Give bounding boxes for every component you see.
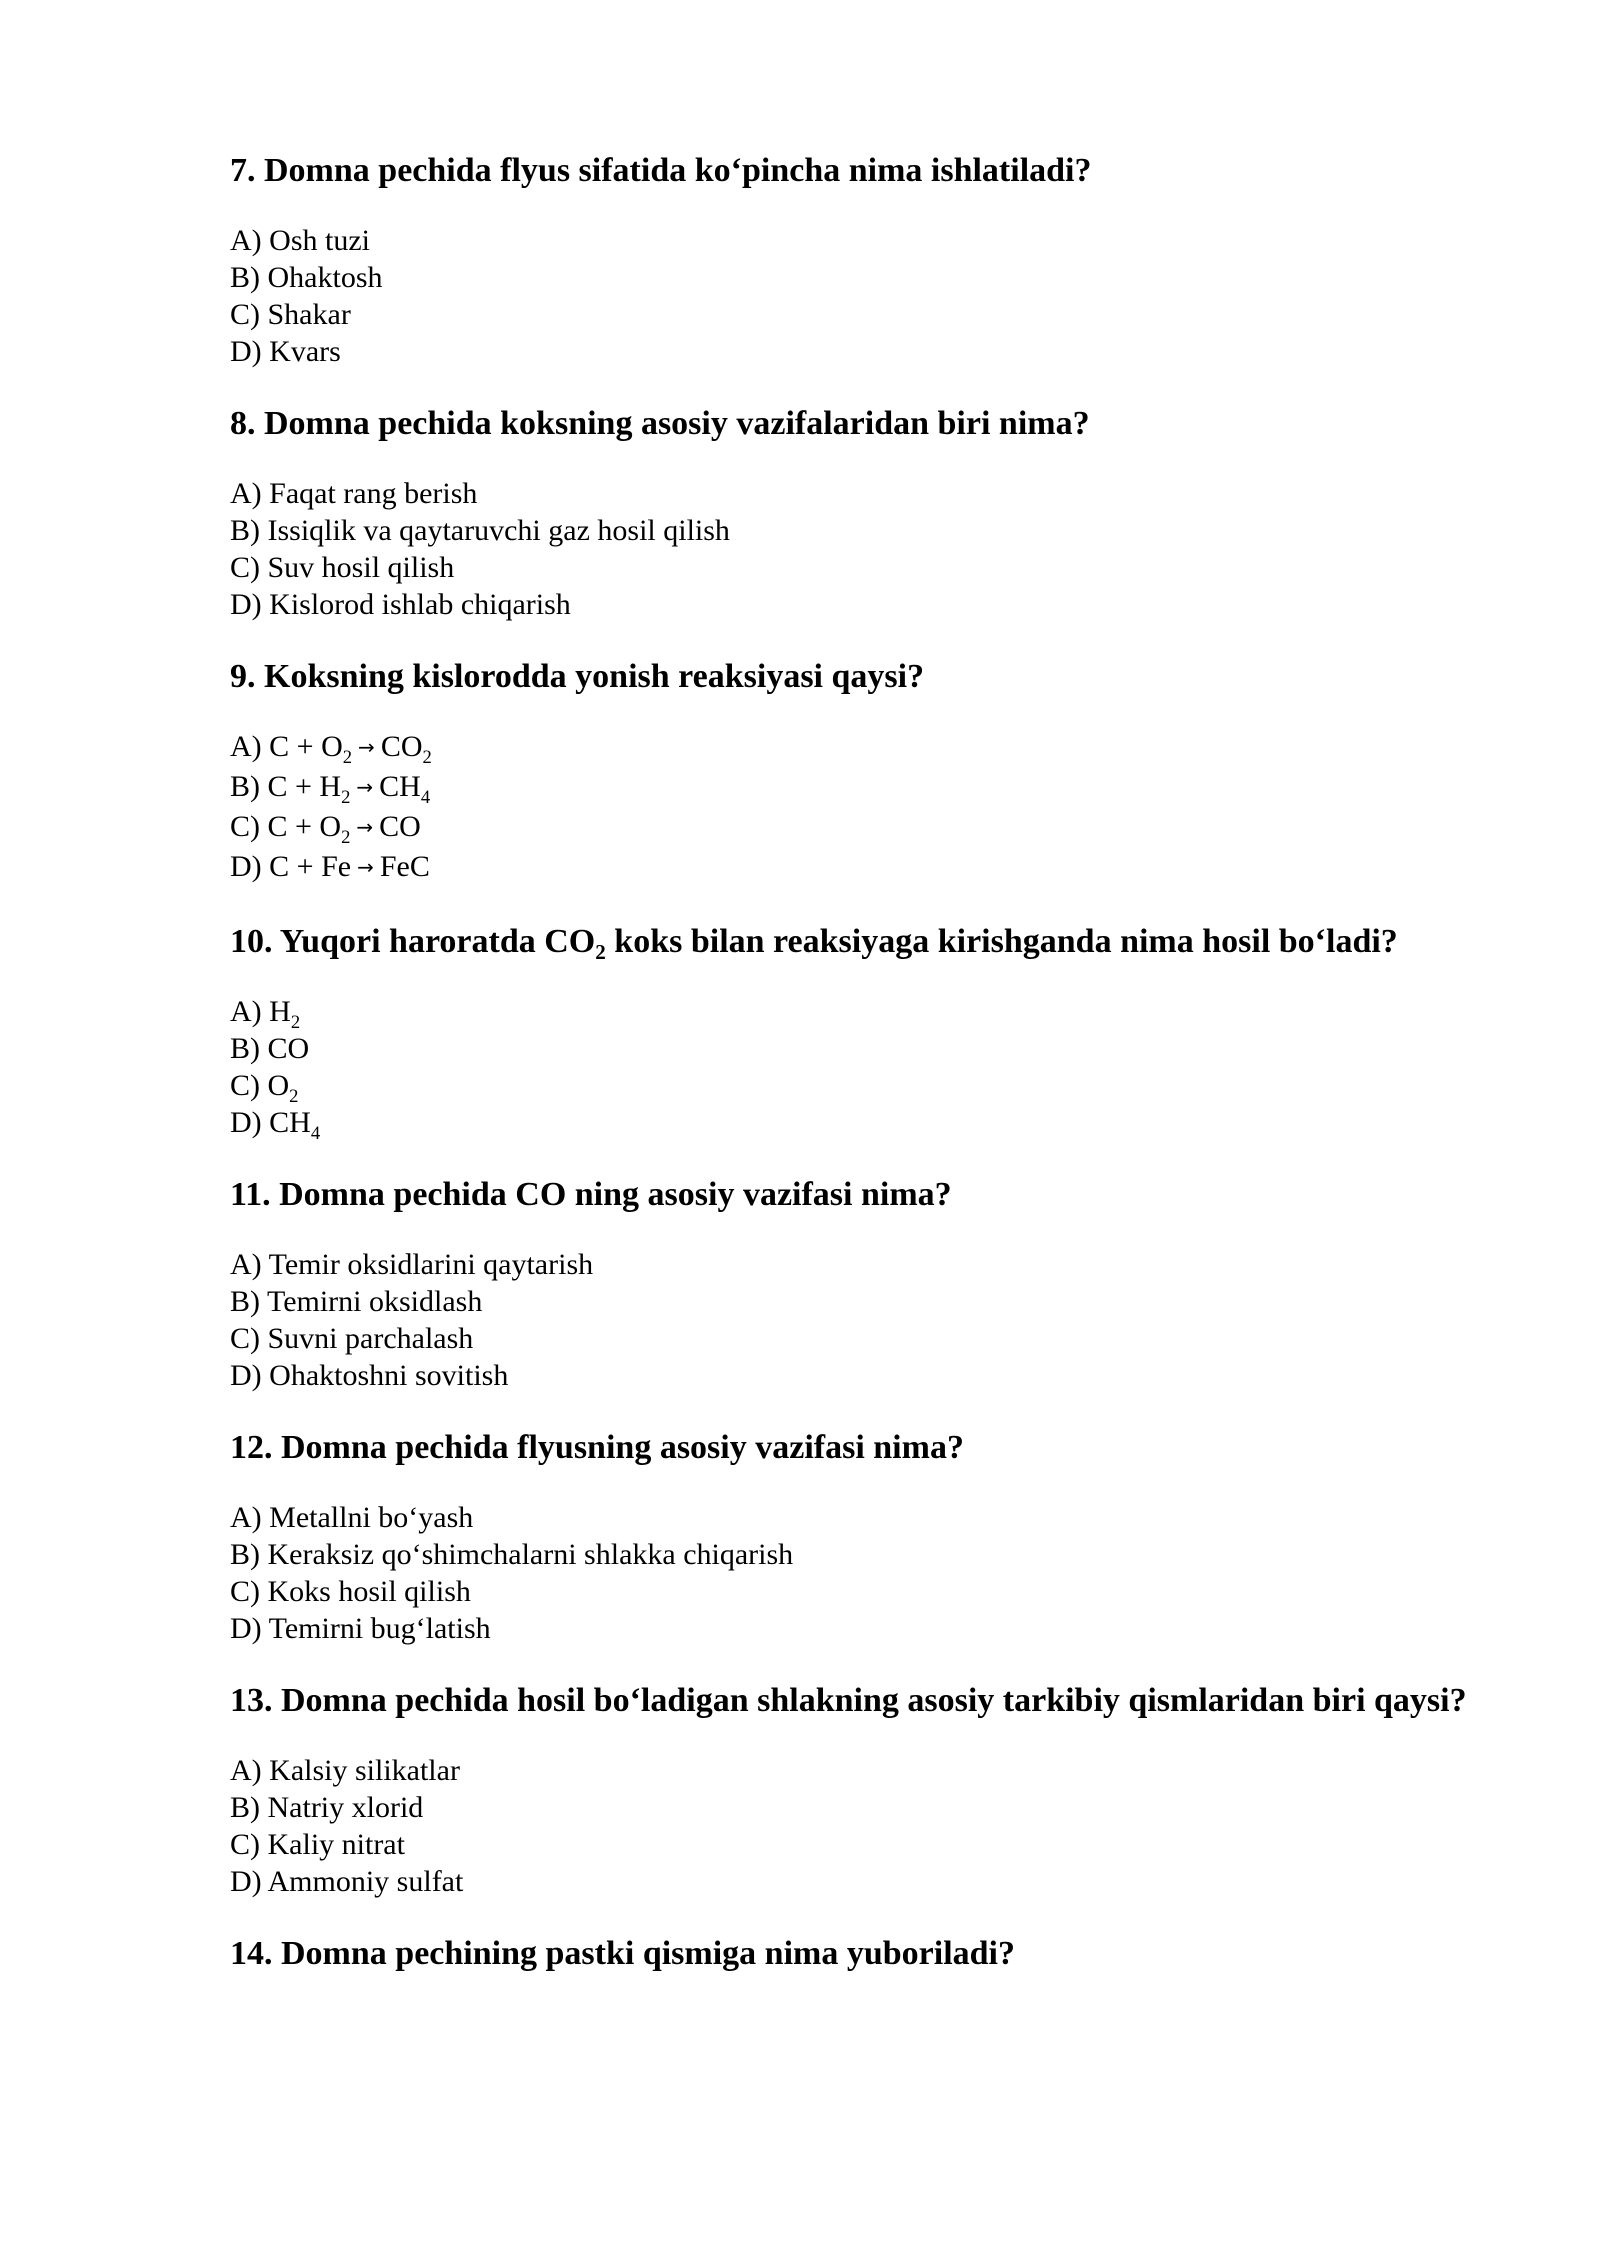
text-run: FeC [379, 850, 430, 883]
reaction-arrow: → [356, 775, 374, 799]
text-run: Ohaktoshni sovitish [269, 1359, 509, 1392]
subscript: 2 [595, 940, 606, 965]
text-run: Faqat rang berish [269, 477, 478, 510]
text-run: CH [269, 1106, 311, 1139]
option-letter: B) [230, 514, 260, 547]
reaction-arrow: → [356, 815, 374, 839]
question-block [230, 150, 1500, 370]
answer-option [230, 296, 1500, 333]
subscript: 4 [310, 1122, 321, 1144]
option-text [268, 1575, 471, 1608]
option-letter: A) [230, 477, 262, 510]
answer-option [230, 512, 1500, 549]
option-letter: B) [230, 1285, 260, 1318]
question-block [230, 1174, 1500, 1394]
option-letter: D) [230, 335, 262, 368]
option-letter: A) [230, 224, 262, 257]
text-run: Ohaktosh [267, 261, 383, 294]
question-text: Domna pechida flyusning asosiy vazifasi nima? [281, 1429, 964, 1466]
question-number: 9. [230, 658, 256, 695]
question-list [230, 150, 1500, 2008]
option-text [268, 1865, 464, 1898]
option-letter: D) [230, 850, 262, 883]
answer-option [230, 1320, 1500, 1357]
question-title [230, 403, 1500, 445]
option-text [269, 1106, 321, 1144]
subscript: 4 [420, 786, 431, 808]
answer-option [230, 1067, 1500, 1107]
subscript: 2 [290, 1011, 301, 1033]
text-run: Temir oksidlarini qaytarish [268, 1248, 594, 1281]
text-run: Keraksiz qo‘shimchalarni shlakka chiqarish [267, 1538, 794, 1571]
option-letter: B) [230, 1032, 260, 1065]
question-number: 11. [230, 1176, 271, 1213]
option-text [268, 1791, 424, 1824]
answer-option [230, 1246, 1500, 1283]
option-letter: C) [230, 1575, 260, 1608]
answer-option [230, 259, 1500, 296]
option-text [269, 588, 571, 621]
answer-option [230, 333, 1500, 370]
answer-option [230, 1863, 1500, 1900]
option-text [267, 770, 431, 808]
answer-options [230, 1246, 1500, 1394]
text-run: Kvars [269, 335, 341, 368]
answer-option [230, 808, 1500, 848]
text-run: Temirni oksidlash [266, 1285, 483, 1318]
option-text [269, 850, 430, 883]
question-title [230, 150, 1500, 192]
text-run: koks bilan reaksiyaga kirishganda nima hosil bo‘ladi? [605, 923, 1398, 960]
text-run: CO [379, 810, 421, 843]
question-text [279, 923, 1398, 965]
reaction-arrow: → [357, 855, 374, 879]
reaction-arrow: → [358, 735, 375, 759]
question-number: 8. [230, 405, 256, 442]
option-letter: A) [230, 730, 262, 763]
answer-option [230, 768, 1500, 808]
question-text: Domna pechida koksning asosiy vazifalaridan biri nima? [264, 405, 1090, 442]
option-letter: D) [230, 588, 262, 621]
option-letter: C) [230, 810, 260, 843]
question-title [230, 1427, 1500, 1469]
text-run: Metallni bo‘yash [269, 1501, 474, 1534]
option-letter: B) [230, 1538, 260, 1571]
option-letter: A) [230, 1754, 262, 1787]
option-text [269, 1248, 594, 1281]
option-letter: C) [230, 298, 260, 331]
answer-options [230, 993, 1500, 1144]
question-block [230, 403, 1500, 623]
answer-option [230, 1789, 1500, 1826]
text-run: Kalsiy silikatlar [269, 1754, 460, 1787]
text-run: Kaliy nitrat [267, 1828, 405, 1861]
question-text: Koksning kislorodda yonish reaksiyasi qaysi? [264, 658, 925, 695]
option-text [267, 810, 421, 848]
question-number: 7. [230, 152, 256, 189]
text-run: CO [380, 730, 423, 763]
text-run: Kislorod ishlab chiqarish [269, 588, 571, 621]
text-run: C + O [269, 730, 343, 763]
answer-options [230, 728, 1500, 888]
option-letter: D) [230, 1865, 262, 1898]
option-letter: C) [230, 1322, 260, 1355]
question-block [230, 1933, 1500, 1975]
option-letter: B) [230, 1791, 260, 1824]
question-title [230, 921, 1500, 963]
answer-option [230, 1499, 1500, 1536]
option-letter: B) [230, 261, 260, 294]
option-text [268, 551, 455, 584]
text-run: Suvni parchalash [267, 1322, 474, 1355]
answer-option [230, 1536, 1500, 1573]
question-block [230, 656, 1500, 888]
question-number: 14. [230, 1935, 273, 1972]
text-run: Suv hosil qilish [267, 551, 455, 584]
option-letter: A) [230, 1248, 262, 1281]
option-text [269, 1359, 508, 1392]
text-run: C + O [267, 810, 342, 843]
answer-option [230, 1104, 1500, 1144]
question-number: 13. [230, 1682, 273, 1719]
option-text [269, 995, 301, 1033]
answer-option [230, 475, 1500, 512]
text-run: Issiqlik va qaytaruvchi gaz hosil qilish [267, 514, 730, 547]
answer-option [230, 848, 1500, 888]
option-letter: D) [230, 1612, 262, 1645]
subscript: 2 [341, 786, 351, 808]
answer-option [230, 1573, 1500, 1610]
answer-option [230, 1752, 1500, 1789]
subscript: 2 [341, 826, 351, 848]
option-letter: A) [230, 995, 262, 1028]
option-letter: B) [230, 770, 260, 803]
question-text: Domna pechida CO ning asosiy vazifasi nima? [279, 1176, 952, 1213]
text-run: Temirni bug‘latish [268, 1612, 491, 1645]
question-text: Domna pechida hosil bo‘ladigan shlakning asosiy tarkibiy qismlaridan biri qaysi? [281, 1682, 1467, 1719]
question-block [230, 921, 1500, 1144]
question-title [230, 656, 1500, 698]
option-text [267, 1069, 299, 1107]
answer-option [230, 728, 1500, 768]
text-run: H [269, 995, 291, 1028]
text-run: Shakar [267, 298, 351, 331]
text-run: C + Fe [269, 850, 352, 883]
answer-options [230, 222, 1500, 370]
subscript: 2 [422, 746, 432, 768]
text-run: CH [379, 770, 421, 803]
answer-option [230, 222, 1500, 259]
option-text [268, 1322, 474, 1355]
option-text [269, 477, 477, 510]
option-text [269, 1612, 491, 1645]
answer-option [230, 549, 1500, 586]
option-text [268, 261, 383, 294]
question-text: Domna pechining pastki qismiga nima yuboriladi? [281, 1935, 1016, 1972]
option-letter: C) [230, 1828, 260, 1861]
option-text [269, 1501, 473, 1534]
subscript: 2 [342, 746, 353, 768]
option-text [269, 224, 370, 257]
question-block [230, 1680, 1500, 1900]
question-text: Domna pechida flyus sifatida ko‘pincha nima ishlatiladi? [264, 152, 1092, 189]
answer-options [230, 475, 1500, 623]
option-letter: C) [230, 1069, 260, 1102]
answer-options [230, 1499, 1500, 1647]
text-run: Yuqori haroratda CO [279, 923, 596, 960]
option-text [268, 514, 730, 547]
question-title [230, 1174, 1500, 1216]
question-block [230, 1427, 1500, 1647]
option-text [268, 1538, 794, 1571]
answer-option [230, 1030, 1500, 1067]
option-letter: D) [230, 1106, 262, 1139]
option-letter: A) [230, 1501, 262, 1534]
option-text [268, 1032, 310, 1065]
option-text [267, 1285, 482, 1318]
answer-option [230, 1357, 1500, 1394]
option-text [269, 1754, 460, 1787]
option-text [269, 335, 341, 368]
answer-option [230, 1283, 1500, 1320]
text-run: O [267, 1069, 290, 1102]
question-title [230, 1680, 1500, 1722]
text-run: Osh tuzi [269, 224, 370, 257]
question-number: 10. [230, 923, 273, 960]
answer-option [230, 1826, 1500, 1863]
answer-options [230, 1752, 1500, 1900]
text-run: Koks hosil qilish [267, 1575, 471, 1608]
text-run: Natriy xlorid [267, 1791, 424, 1824]
answer-option [230, 993, 1500, 1033]
option-letter: C) [230, 551, 260, 584]
text-run: C + H [267, 770, 342, 803]
question-number: 12. [230, 1429, 273, 1466]
option-letter: D) [230, 1359, 262, 1392]
answer-option [230, 586, 1500, 623]
option-text [268, 298, 351, 331]
question-title [230, 1933, 1500, 1975]
text-run: Ammoniy sulfat [267, 1865, 464, 1898]
subscript: 2 [289, 1085, 299, 1107]
answer-option [230, 1610, 1500, 1647]
option-text [268, 1828, 405, 1861]
option-text [269, 730, 432, 768]
text-run: CO [267, 1032, 310, 1065]
